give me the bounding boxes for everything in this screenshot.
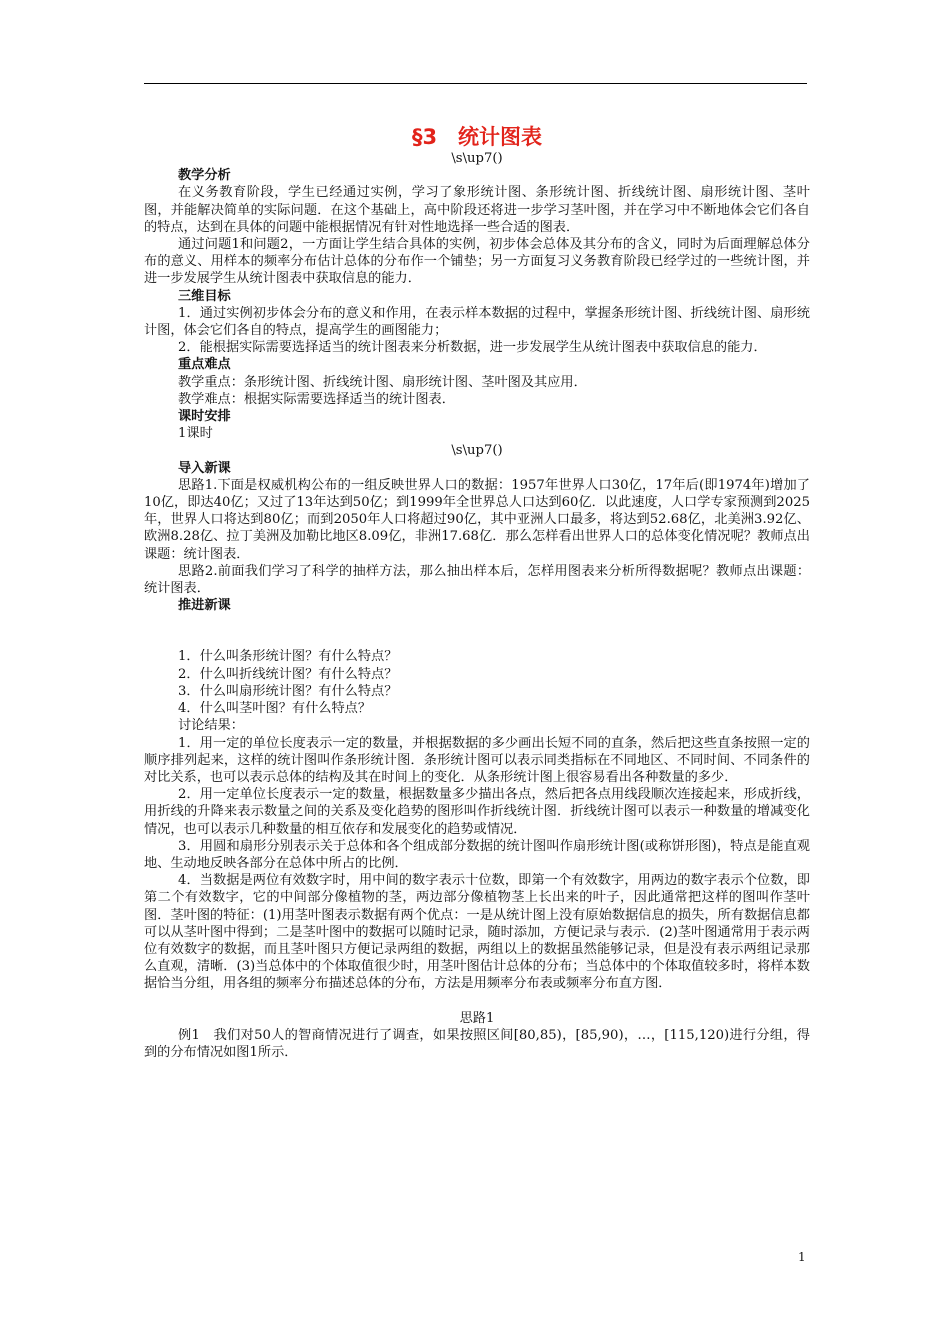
question-item: 3．什么叫扇形统计图？有什么特点？: [178, 683, 398, 699]
answer-item: 4．当数据是两位有效数字时，用中间的数字表示十位数，即第一个有效数字，用两边的数字表示个位数，即第二个有效数字，它的中间部分像植物的茎，两边部分像植物茎上长出来的叶子，因此通常把这样的图叫作茎叶图．茎叶图的特征：(1)用茎叶图表示数据有两个优点：一是从统计图上没有原始数据信息的损失，所有数据信息都可以从茎叶图中得到；二是茎叶图中的数据可以随时记录，随时添加，方便记录与表示．(2)茎叶图通常用于表示两位有效数字的数据，而且茎叶图只方便记录两组的数据，两组以上的数据虽然能够记录，但是没有表示两组记录那么直观，清晰．(3)当总体中的个体取值很少时，用茎叶图估计总体的分布；当总体中的个体取值较多时，将样本数据恰当分组，用各组的频率分布描述总体的分布，方法是用频率分布表或频率分布直方图．: [144, 873, 810, 992]
spacer: [144, 993, 810, 1010]
key-focus: 教学重点：条形统计图、折线统计图、扇形统计图、茎叶图及其应用．: [178, 374, 587, 390]
route-label: 思路1: [459, 1010, 495, 1026]
section-heading-new-lesson: 推进新课: [178, 598, 231, 614]
discussion-label: 讨论结果：: [178, 718, 244, 734]
section-heading-analysis: 教学分析: [178, 168, 231, 184]
page-number: 1: [798, 1250, 806, 1264]
goal-item: 2．能根据实际需要选择适当的统计图表来分析数据，进一步发展学生从统计图表中获取信息的能力．: [178, 340, 767, 356]
answer-item: 1．用一定的单位长度表示一定的数量，并根据数据的多少画出长短不同的直条，然后把这些直条按照一定的顺序排列起来，这样的统计图叫作条形统计图．条形统计图可以表示同类指标在不同地区、不同时间、不同条件的对比关系，也可以表示总体的结构及其在时间上的变化．从条形统计图上很容易看出各种数量的多少．: [144, 735, 810, 785]
question-item: 2．什么叫折线统计图？有什么特点？: [178, 666, 398, 682]
paragraph: 在义务教育阶段，学生已经通过实例，学习了象形统计图、条形统计图、折线统计图、扇形统计图、茎叶图，并能解决简单的实际问题．在这个基础上，高中阶段还将进一步学习茎叶图，并在学习中不断地体会它们各自的特点，达到在具体的问题中能根据情况有针对性地选择一些合适的图表．: [144, 185, 810, 235]
question-item: 1．什么叫条形统计图？有什么特点？: [178, 649, 398, 665]
field-code: \s\up7(): [451, 151, 503, 166]
question-item: 4．什么叫茎叶图？有什么特点？: [178, 701, 372, 717]
answer-item: 3．用圆和扇形分别表示关于总体和各个组成部分数据的统计图叫作扇形统计图(或称饼形图)，特点是能直观地、生动地反映各部分在总体中所占的比例．: [144, 838, 810, 871]
page-title: §3 统计图表: [411, 125, 543, 149]
spacer: [144, 614, 810, 648]
section-heading-key-points: 重点难点: [178, 357, 231, 373]
key-difficulty: 教学难点：根据实际需要选择适当的统计图表．: [178, 391, 455, 407]
goal-item: 1．通过实例初步体会分布的意义和作用，在表示样本数据的过程中，掌握条形统计图、折线统计图、扇形统计图，体会它们各自的特点，提高学生的画图能力；: [144, 305, 810, 339]
example-text: 例1 我们对50人的智商情况进行了调查，如果按照区间[80,85)，[85,90)，…，[115,120)进行分组，得到的分布情况如图1所示．: [144, 1027, 810, 1060]
paragraph: 思路2.前面我们学习了科学的抽样方法，那么抽出样本后，怎样用图表来分析所得数据呢？教师点出课题：统计图表．: [144, 563, 810, 597]
document-body: [144, 124, 810, 1061]
header-rule: [144, 83, 807, 84]
answer-item: 2．用一定单位长度表示一定的数量，根据数量多少描出各点，然后把各点用线段顺次连接起来，形成折线，用折线的升降来表示数量之间的关系及变化趋势的图形叫作折线统计图．折线统计图可以表示一种数量的增减变化情况，也可以表示几种数量的相互依存和发展变化的趋势或情况．: [144, 787, 810, 837]
section-heading-intro: 导入新课: [178, 460, 231, 476]
schedule-text: 1课时: [178, 426, 213, 442]
field-code: \s\up7(): [451, 443, 503, 459]
paragraph: 思路1.下面是权威机构公布的一组反映世界人口的数据：1957年世界人口30亿，17年后(即1974年)增加了10亿，即达40亿；又过了13年达到50亿；到1999年全世界总人口达到60亿．以此速度，人口学专家预测到2025年，世界人口将达到80亿；而到2050年人口将超过90亿，其中亚洲人口最多，将达到52.68亿，北美洲3.92亿、欧洲8.28亿、拉丁美洲及加勒比地区8.09亿，非洲17.68亿．那么怎样看出世界人口的总体变化情况呢？教师点出课题：统计图表．: [144, 477, 810, 562]
section-heading-goals: 三维目标: [178, 288, 231, 304]
paragraph: 通过问题1和问题2，一方面让学生结合具体的实例，初步体会总体及其分布的含义，同时为后面理解总体分布的意义、用样本的频率分布估计总体的分布作一个铺垫；另一方面复习义务教育阶段已经学过的一些统计图，并进一步发展学生从统计图表中获取信息的能力．: [144, 237, 810, 287]
section-heading-schedule: 课时安排: [178, 409, 231, 425]
